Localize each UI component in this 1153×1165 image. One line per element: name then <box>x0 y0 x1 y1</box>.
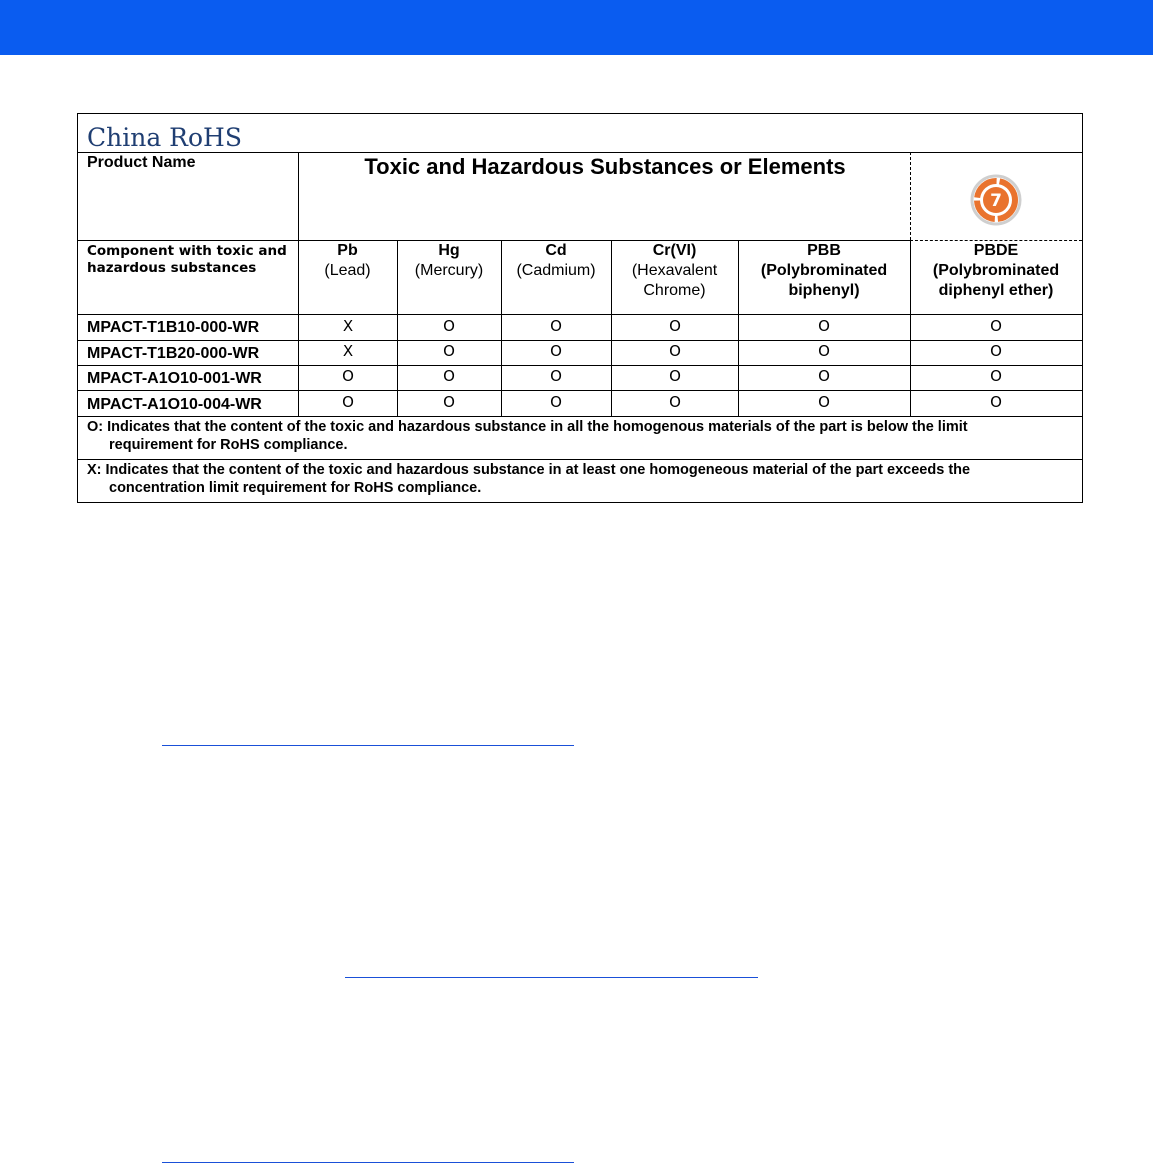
substance-mark: O <box>669 393 681 411</box>
legend-note-x <box>87 461 1072 497</box>
svg-text:7: 7 <box>990 191 1002 211</box>
china-rohs-table <box>77 113 1083 503</box>
substance-mark: O <box>818 317 830 335</box>
substance-mark: O <box>342 393 354 411</box>
substance-mark: O <box>443 342 455 360</box>
hyperlink-underline[interactable] <box>162 1162 574 1163</box>
substance-mark: O <box>443 317 455 335</box>
substance-mark: O <box>550 393 562 411</box>
top-banner <box>0 0 1153 55</box>
environment-friendly-use-period-7-icon <box>969 173 1023 227</box>
row-product-name: MPACT-A1O10-001-WR <box>87 370 262 387</box>
substance-mark: O <box>342 367 354 385</box>
row-product-name: MPACT-T1B10-000-WR <box>87 319 260 336</box>
substance-mark: X <box>342 342 354 360</box>
table-title: China RoHS <box>87 123 242 152</box>
substance-mark: O <box>818 342 830 360</box>
substance-mark: O <box>990 342 1002 360</box>
legend-note-o-line2: requirement for RoHS compliance. <box>109 437 348 453</box>
column-header-pbde: PBDE (Polybrominated diphenyl ether) <box>932 242 1060 299</box>
product-name-label: Product Name <box>87 154 196 171</box>
legend-note-o <box>87 418 1072 454</box>
substance-mark: O <box>990 317 1002 335</box>
legend-note-o-line1: O: Indicates that the content of the toxic and hazardous substance in all the homogenous materials of the part is below the limit <box>87 419 968 435</box>
column-header-hg: Hg (Mercury) <box>414 242 484 279</box>
substance-mark: O <box>990 367 1002 385</box>
substance-mark: O <box>550 342 562 360</box>
column-header-cd: Cd (Cadmium) <box>516 242 596 279</box>
substance-mark: X <box>342 317 354 335</box>
column-header-pb: Pb (Lead) <box>324 242 371 279</box>
substance-mark: O <box>669 342 681 360</box>
substance-mark: O <box>818 367 830 385</box>
substance-mark: O <box>669 367 681 385</box>
substance-mark: O <box>818 393 830 411</box>
hyperlink-underline[interactable] <box>162 745 574 746</box>
substance-mark: O <box>990 393 1002 411</box>
component-label: Component with toxic and hazardous substances <box>87 243 287 276</box>
legend-note-x-line2: concentration limit requirement for RoHS compliance. <box>109 480 482 496</box>
column-header-crvi: Cr(VI) (Hexavalent Chrome) <box>631 242 718 299</box>
substance-mark: O <box>669 317 681 335</box>
row-product-name: MPACT-A1O10-004-WR <box>87 396 262 413</box>
substance-mark: O <box>550 367 562 385</box>
hyperlink-underline[interactable] <box>345 977 758 978</box>
column-header-pbb: PBB (Polybrominated biphenyl) <box>760 242 888 299</box>
substance-mark: O <box>443 393 455 411</box>
row-product-name: MPACT-T1B20-000-WR <box>87 345 260 362</box>
substance-mark: O <box>443 367 455 385</box>
legend-note-x-line1: X: Indicates that the content of the toxic and hazardous substance in at least one homogeneous material of the part exceeds the <box>87 462 971 478</box>
substances-heading: Toxic and Hazardous Substances or Elements <box>364 154 846 179</box>
substance-mark: O <box>550 317 562 335</box>
